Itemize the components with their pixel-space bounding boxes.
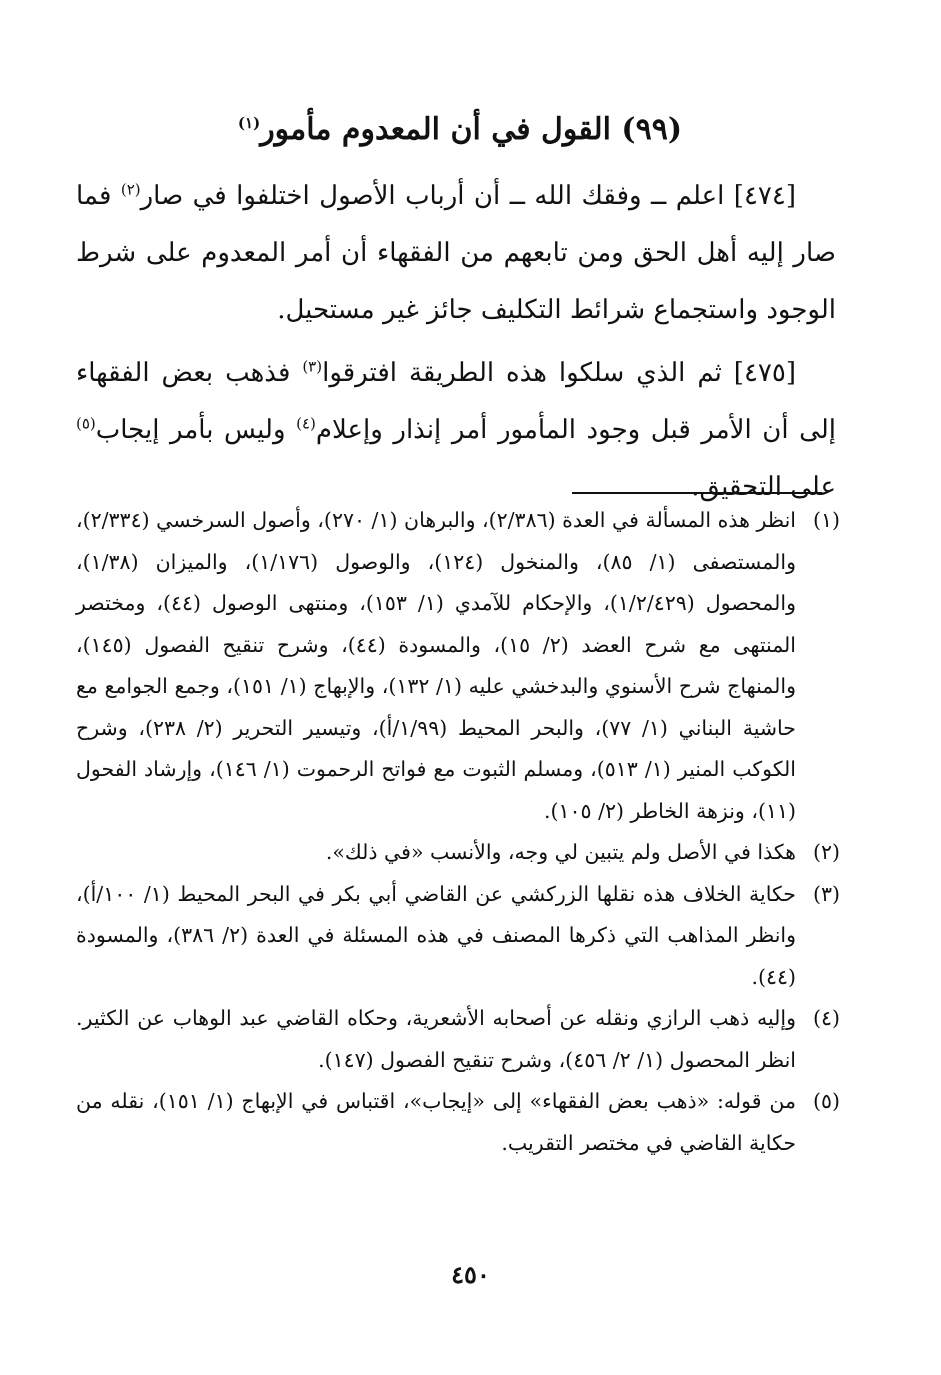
paragraph-475 <box>76 345 836 516</box>
paragraph-text: وليس بأمر إيجاب <box>95 415 297 445</box>
footnote-text: هكذا في الأصل ولم يتبين لي وجه، والأنسب «في ذلك». <box>325 840 796 864</box>
footnote-text: من قوله: «ذهب بعض الفقهاء» إلى «إيجاب»، اقتباس في الإبهاج (١/ ١٥١)، نقله من حكاية القاضي في مختصر التقريب. <box>76 1089 796 1155</box>
page-number: ٤٥٠ <box>451 1260 490 1289</box>
footnote-1 <box>76 500 840 832</box>
footnote-number: (١) <box>812 508 840 532</box>
footnote-ref: (٤) <box>296 414 316 433</box>
paragraph-text: فما صار إليه أهل الحق ومن تابعهم من الفقهاء أن أمر المعدوم على شرط الوجود واستجماع شرائط التكليف جائز غير مستحيل. <box>76 181 836 325</box>
footnote-ref: (٣) <box>302 357 323 376</box>
main-text <box>76 168 836 522</box>
footnote-text: حكاية الخلاف هذه نقلها الزركشي عن القاضي أبي بكر في البحر المحيط (١/ ١٠٠/أ)، وانظر المذاهب التي ذكرها المصنف في هذه المسئلة في العدة (٢/ ٣٨٦)، والمسودة (٤٤). <box>76 881 796 989</box>
footnote-number: (٢) <box>812 840 840 864</box>
section-title-text: (٩٩) القول في أن المعدوم مأمور <box>260 112 683 147</box>
footnote-number: (٤) <box>812 1006 840 1030</box>
footnote-3 <box>76 874 840 999</box>
footnote-ref: (١) <box>237 114 261 132</box>
footnote-number: (٣) <box>812 881 840 906</box>
footnote-text: انظر هذه المسألة في العدة (٢/٣٨٦)، والبرهان (١/ ٢٧٠)، وأصول السرخسي (٢/٣٣٤)، والمستصفى (١/ ٨٥)، والمنخول (١٢٤)، والوصول (١/١٧٦)، والميزان (١/٣٨)، والمحصول (١/٢/٤٢٩)، والإحكام للآمدي (١/ ١٥٣)، ومنتهى الوصول (٤٤)، ومختصر المنتهى مع شرح العضد (٢/ ١٥)، والمسودة (٤٤)، وشرح تنقيح الفصول (١٤٥)، والمنهاج شرح الأسنوي والبدخشي عليه (١/ ١٣٢)، والإبهاج (١/ ١٥١)، وجمع الجوامع مع حاشية البناني (١/ ٧٧)، والبحر المحيط (١/٩٩/أ)، وتيسير التحرير (٢/ ٢٣٨)، وشرح الكوكب المنير (١/ ٥١٣)، ومسلم الثبوت مع فواتح الرحموت (١/ ١٤٦)، وإرشاد الفحول (١١)، ونزهة الخاطر (٢/ ١٠٥). <box>76 508 796 823</box>
paragraph-text: فذهب بعض الفقهاء إلى أن الأمر قبل وجود المأمور أمر إنذار وإعلام <box>76 358 836 445</box>
paragraph-474 <box>76 168 836 339</box>
footnotes <box>76 500 840 1164</box>
footnote-5 <box>76 1081 840 1164</box>
footnote-4 <box>76 998 840 1081</box>
footnote-2 <box>76 832 840 874</box>
paragraph-text: [٤٧٤] اعلم ــ وفقك الله ــ أن أرباب الأصول اختلفوا في صار <box>140 181 796 211</box>
footnote-ref: (٥) <box>76 414 96 433</box>
footnote-number: (٥) <box>812 1089 840 1113</box>
footnote-text: وإليه ذهب الرازي ونقله عن أصحابه الأشعرية، وحكاه القاضي عبد الوهاب عن الكثير. انظر المحصول (١/ ٢/ ٤٥٦)، وشرح تنقيح الفصول (١٤٧). <box>76 1006 796 1072</box>
paragraph-text: [٤٧٥] ثم الذي سلكوا هذه الطريقة افترقوا <box>322 358 796 388</box>
footnote-separator <box>572 492 822 494</box>
paragraph-text: على التحقيق. <box>691 472 836 502</box>
section-title <box>80 108 840 152</box>
footnote-ref: (٢) <box>120 180 141 199</box>
